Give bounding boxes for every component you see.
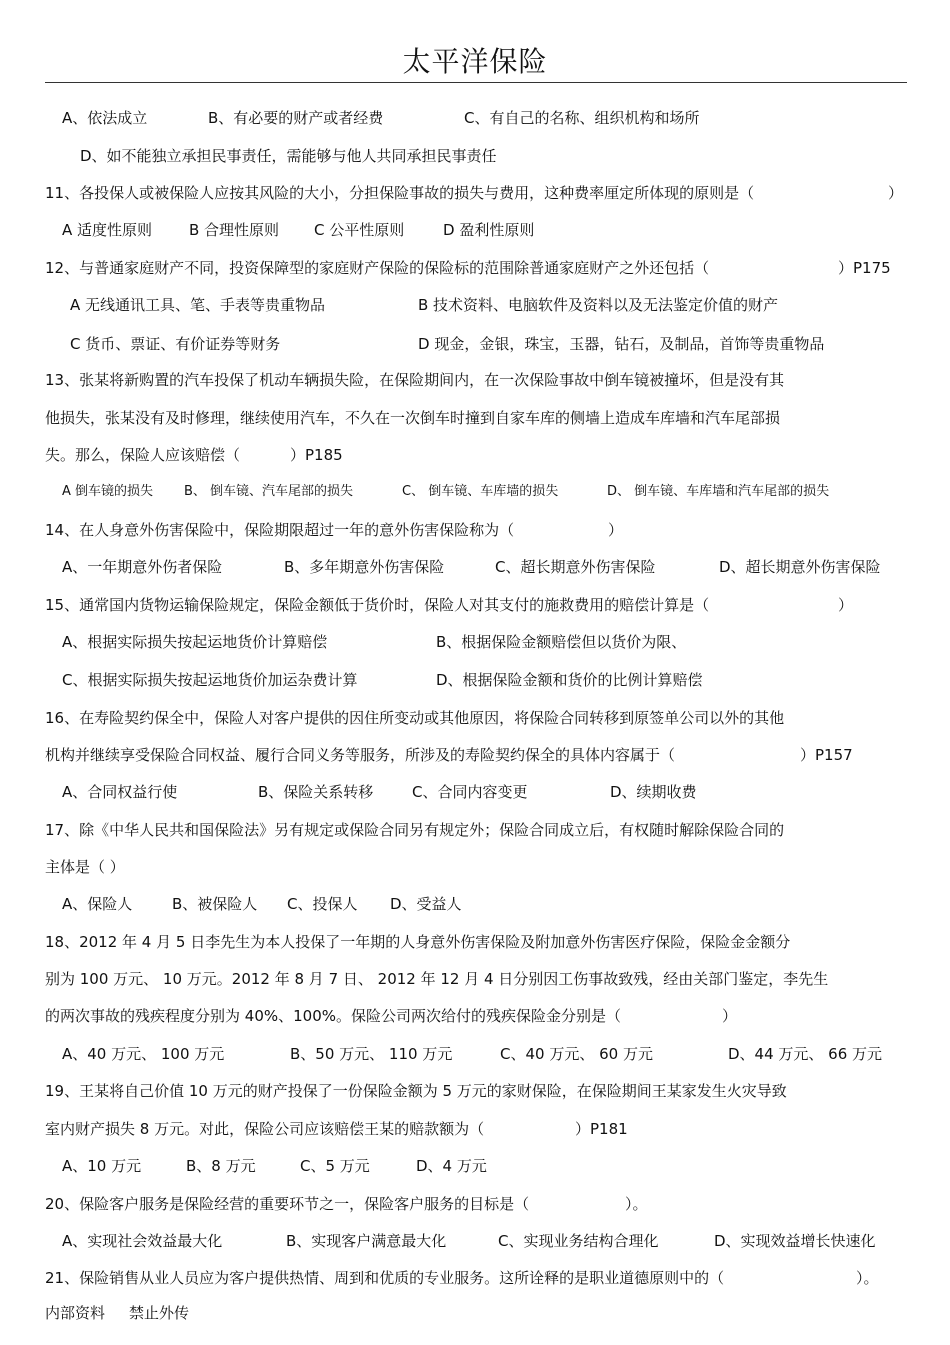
q11-option-d: D 盈利性原则 [443,221,535,239]
q18-option-c: C、40 万元、 60 万元 [500,1045,653,1063]
q17-option-c: C、投保人 [287,895,358,913]
q12-option-c: C 货币、票证、有价证券等财务 [70,335,281,353]
q13-close: ）P185 [290,446,343,464]
q21-stem-row [0,1268,950,1288]
q16-stem-line-1: 16、在寿险契约保全中，保险人对客户提供的因住所变动或其他原因，将保险合同转移到原签单公司以外的其他 [45,709,785,727]
q12-options-row-2 [0,334,950,354]
q12-stem-row [0,258,950,278]
q19-close: ）P181 [575,1120,628,1138]
q17-option-d: D、受益人 [390,895,462,913]
q18-option-b: B、50 万元、 110 万元 [290,1045,453,1063]
q10-options-row-1 [0,108,950,128]
page-title: 太平洋保险 [402,45,548,78]
q19-stem-row-2 [0,1119,950,1139]
q16-option-d: D、续期收费 [610,783,697,801]
q11-option-b: B 合理性原则 [189,221,280,239]
q15-option-a: A、根据实际损失按起运地货价计算赔偿 [62,633,328,651]
q11-options-row [0,220,950,240]
q20-stem-row [0,1194,950,1214]
q13-stem-line-2: 他损失，张某没有及时修理，继续使用汽车，不久在一次倒车时撞到自家车库的侧墙上造成车库墙和汽车尾部损 [45,409,781,427]
q10-option-a: A、依法成立 [62,109,148,127]
q17-option-b: B、被保险人 [172,895,258,913]
q14-close: ） [608,521,624,539]
q13-option-b: B、 倒车镜、汽车尾部的损失 [184,484,354,499]
q12-option-d: D 现金，金银，珠宝，玉器，钻石，及制品，首饰等贵重物品 [418,335,825,353]
q16-stem-row-2 [0,745,950,765]
page-footer [45,1302,213,1323]
q13-stem-row-3 [0,445,950,465]
q19-options-row [0,1156,950,1176]
q18-close: ） [722,1007,738,1025]
q16-options-row [0,782,950,802]
q14-stem-row [0,520,950,540]
q12-stem: 12、与普通家庭财产不同，投资保障型的家庭财产保险的保险标的范围除普通家庭财产之外还包括（ [45,259,710,277]
q21-close: ）。 [856,1269,879,1287]
q16-option-b: B、保险关系转移 [258,783,374,801]
q16-close: ）P157 [800,746,853,764]
q19-option-c: C、5 万元 [300,1157,370,1175]
q11-option-c: C 公平性原则 [314,221,405,239]
q18-stem-line-1: 18、2012 年 4 月 5 日李先生为本人投保了一年期的人身意外伤害保险及附加意外伤害医疗保险，保险金金额分 [45,933,791,951]
q16-stem-line-2: 机构并继续享受保险合同权益、履行合同义务等服务，所涉及的寿险契约保全的具体内容属于（ [45,746,676,764]
q15-options-row-1 [0,632,950,652]
q20-option-a: A、实现社会效益最大化 [62,1232,223,1250]
q21-stem: 21、保险销售从业人员应为客户提供热情、周到和优质的专业服务。这所诠释的是职业道德原则中的（ [45,1269,725,1287]
q10-option-d: D、如不能独立承担民事责任，需能够与他人共同承担民事责任 [80,147,497,165]
footer-internal-label: 内部资料 [45,1304,106,1322]
q12-close: ）P175 [838,259,891,277]
footer-confidential-label: 禁止外传 [129,1304,190,1322]
q20-option-b: B、实现客户满意最大化 [286,1232,447,1250]
q18-stem-row-3 [0,1006,950,1026]
q14-option-a: A、一年期意外伤者保险 [62,558,223,576]
q14-stem: 14、在人身意外伤害保险中，保险期限超过一年的意外伤害保险称为（ [45,521,515,539]
q10-option-c: C、有自己的名称、组织机构和场所 [464,109,700,127]
q13-stem-line-1: 13、张某将新购置的汽车投保了机动车辆损失险，在保险期间内，在一次保险事故中倒车镜被撞坏，但是没有其 [45,371,785,389]
q17-option-a: A、保险人 [62,895,133,913]
q16-option-c: C、合同内容变更 [412,783,528,801]
q17-stem-line-2: 主体是（ ） [45,858,125,876]
q16-option-a: A、合同权益行使 [62,783,178,801]
q15-options-row-2 [0,670,950,690]
q14-option-c: C、超长期意外伤害保险 [495,558,656,576]
q13-stem-line-3: 失。那么，保险人应该赔偿（ [45,446,241,464]
q15-option-b: B、根据保险金额赔偿但以货价为限、 [436,633,687,651]
q17-stem-line-1: 17、除《中华人民共和国保险法》另有规定或保险合同另有规定外；保险合同成立后，有权随时解除保险合同的 [45,821,785,839]
q18-options-row [0,1044,950,1064]
q13-option-d: D、 倒车镜、车库墙和汽车尾部的损失 [607,484,830,499]
q19-stem-line-2: 室内财产损失 8 万元。对此，保险公司应该赔偿王某的赔款额为（ [45,1120,485,1138]
q13-option-c: C、 倒车镜、车库墙的损失 [402,484,559,499]
q18-stem-line-3: 的两次事故的残疾程度分别为 40%、100%。保险公司两次给付的残疾保险金分别是（ [45,1007,621,1025]
q11-stem-row [0,183,950,203]
q20-stem: 20、保险客户服务是保险经营的重要环节之一，保险客户服务的目标是（ [45,1195,530,1213]
q15-option-d: D、根据保险金额和货价的比例计算赔偿 [436,671,703,689]
q20-options-row [0,1231,950,1251]
q18-stem-line-2: 别为 100 万元、 10 万元。2012 年 8 月 7 日、 2012 年 12 月 4 日分别因工伤事故致残，经由关部门鉴定，李先生 [45,970,829,988]
q15-close: ） [838,596,854,614]
q19-option-a: A、10 万元 [62,1157,142,1175]
q15-option-c: C、根据实际损失按起运地货价加运杂费计算 [62,671,358,689]
q14-option-b: B、多年期意外伤害保险 [284,558,445,576]
q20-close: ）。 [625,1195,648,1213]
q11-close: ） [888,184,904,202]
q15-stem-row [0,595,950,615]
q18-option-d: D、44 万元、 66 万元 [728,1045,883,1063]
q10-option-b: B、有必要的财产或者经费 [208,109,384,127]
q14-options-row [0,557,950,577]
q15-stem: 15、通常国内货物运输保险规定，保险金额低于货价时，保险人对其支付的施救费用的赔偿计算是（ [45,596,710,614]
q18-option-a: A、40 万元、 100 万元 [62,1045,225,1063]
q17-options-row [0,894,950,914]
q12-options-row-1 [0,295,950,315]
q14-option-d: D、超长期意外伤害保险 [719,558,881,576]
q13-option-a: A 倒车镜的损失 [62,484,154,499]
q19-option-d: D、4 万元 [416,1157,487,1175]
q12-option-a: A 无线通讯工具、笔、手表等贵重物品 [70,296,326,314]
q19-stem-line-1: 19、王某将自己价值 10 万元的财产投保了一份保险金额为 5 万元的家财保险，在保险期间王某家发生火灾导致 [45,1082,787,1100]
q11-stem: 11、各投保人或被保险人应按其风险的大小，分担保险事故的损失与费用，这种费率厘定所体现的原则是（ [45,184,755,202]
q11-option-a: A 适度性原则 [62,221,153,239]
q19-option-b: B、8 万元 [186,1157,256,1175]
q12-option-b: B 技术资料、电脑软件及资料以及无法鉴定价值的财产 [418,296,779,314]
q13-options-row [0,482,950,502]
q20-option-c: C、实现业务结构合理化 [498,1232,659,1250]
q20-option-d: D、实现效益增长快速化 [714,1232,876,1250]
header-divider [45,82,907,83]
